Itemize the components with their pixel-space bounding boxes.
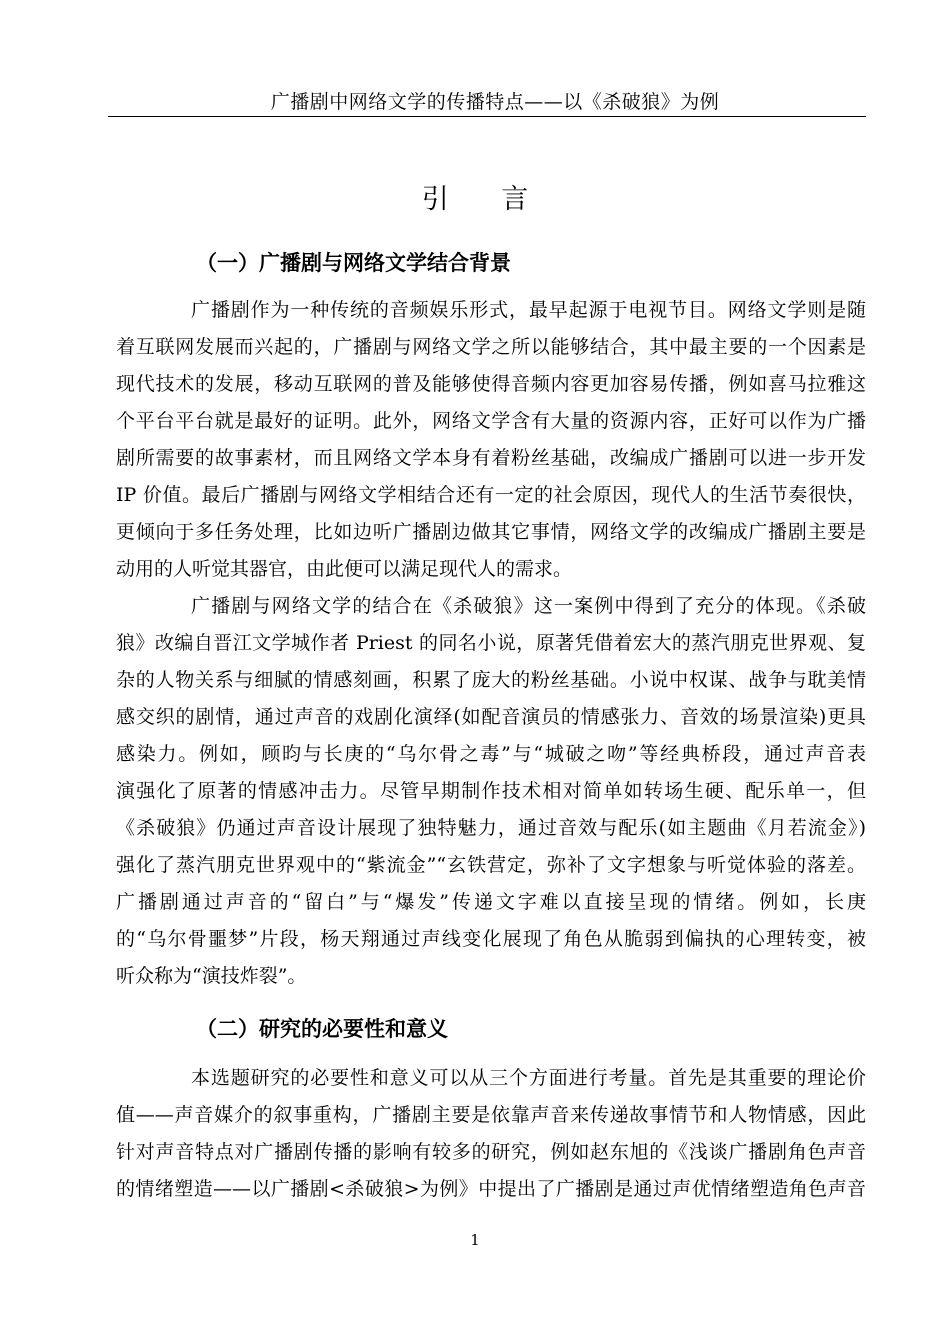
header-rule bbox=[108, 116, 866, 117]
text-line: 感交织的剧情，通过声音的戏剧化演绎(如配音演员的情感张力、音效的场景渲染)更具 bbox=[116, 706, 866, 728]
text-line: 广播剧作为一种传统的音频娱乐形式，最早起源于电视节目。网络文学则是随 bbox=[191, 299, 866, 321]
text-line: 着互联网发展而兴起的，广播剧与网络文学之所以能够结合，其中最主要的一个因素是 bbox=[116, 336, 866, 358]
text-line: 针对声音特点对广播剧传播的影响有较多的研究，例如赵东旭的《浅谈广播剧角色声音 bbox=[116, 1141, 866, 1163]
section-heading-significance: （二）研究的必要性和意义 bbox=[196, 1017, 448, 1041]
text-line: 值——声音媒介的叙事重构，广播剧主要是依靠声音来传递故事情节和人物情感，因此 bbox=[116, 1104, 866, 1126]
section-heading-background: （一）广播剧与网络文学结合背景 bbox=[196, 251, 511, 275]
text-line: 的情绪塑造——以广播剧<杀破狼>为例》中提出了广播剧是通过声优情绪塑造角色声音 bbox=[116, 1178, 866, 1200]
text-line: 本选题研究的必要性和意义可以从三个方面进行考量。首先是其重要的理论价 bbox=[191, 1067, 866, 1089]
paragraph-background-2 bbox=[116, 588, 866, 995]
text-line: 剧所需要的故事素材，而且网络文学本身有着粉丝基础，改编成广播剧可以进一步开发 bbox=[116, 447, 866, 469]
text-line: 狼》改编自晋江文学城作者 Priest 的同名小说，原著凭借着宏大的蒸汽朋克世界观、复 bbox=[116, 632, 866, 654]
text-line: 演强化了原著的情感冲击力。尽管早期制作技术相对简单如转场生硬、配乐单一，但 bbox=[116, 780, 866, 802]
text-line: 现代技术的发展，移动互联网的普及能够使得音频内容更加容易传播，例如喜马拉雅这 bbox=[116, 373, 866, 395]
text-line: 个平台平台就是最好的证明。此外，网络文学含有大量的资源内容，正好可以作为广播 bbox=[116, 410, 866, 432]
text-line: 感染力。例如，顾昀与长庚的“乌尔骨之毒”与“城破之吻”等经典桥段，通过声音表 bbox=[116, 743, 866, 765]
text-line: 听众称为“演技炸裂”。 bbox=[116, 965, 307, 987]
text-line: 的“乌尔骨噩梦”片段，杨天翔通过声线变化展现了角色从脆弱到偏执的心理转变，被 bbox=[116, 928, 866, 950]
chapter-title: 引 言 bbox=[421, 184, 551, 215]
text-line: 更倾向于多任务处理，比如边听广播剧边做其它事情，网络文学的改编成广播剧主要是 bbox=[116, 521, 866, 543]
text-line: 广播剧与网络文学的结合在《杀破狼》这一案例中得到了充分的体现。《杀破 bbox=[191, 595, 866, 617]
running-header: 广播剧中网络文学的传播特点——以《杀破狼》为例 bbox=[270, 91, 720, 113]
text-line: 《杀破狼》仍通过声音设计展现了独特魅力，通过音效与配乐(如主题曲《月若流金》) bbox=[116, 817, 866, 839]
text-line: IP 价值。最后广播剧与网络文学相结合还有一定的社会原因，现代人的生活节奏很快， bbox=[116, 484, 866, 506]
page-number: 1 bbox=[470, 1231, 480, 1249]
text-line: 强化了蒸汽朋克世界观中的“紫流金”“玄铁营定，弥补了文字想象与听觉体验的落差。 bbox=[116, 854, 866, 876]
text-line: 杂的人物关系与细腻的情感刻画，积累了庞大的粉丝基础。小说中权谋、战争与耽美情 bbox=[116, 669, 866, 691]
text-line: 广播剧通过声音的“留白”与“爆发”传递文字难以直接呈现的情绪。例如，长庚 bbox=[116, 891, 866, 913]
paragraph-background-1 bbox=[116, 292, 866, 588]
text-line: 动用的人听觉其器官，由此便可以满足现代人的需求。 bbox=[116, 558, 573, 580]
paragraph-significance-1 bbox=[116, 1060, 866, 1208]
